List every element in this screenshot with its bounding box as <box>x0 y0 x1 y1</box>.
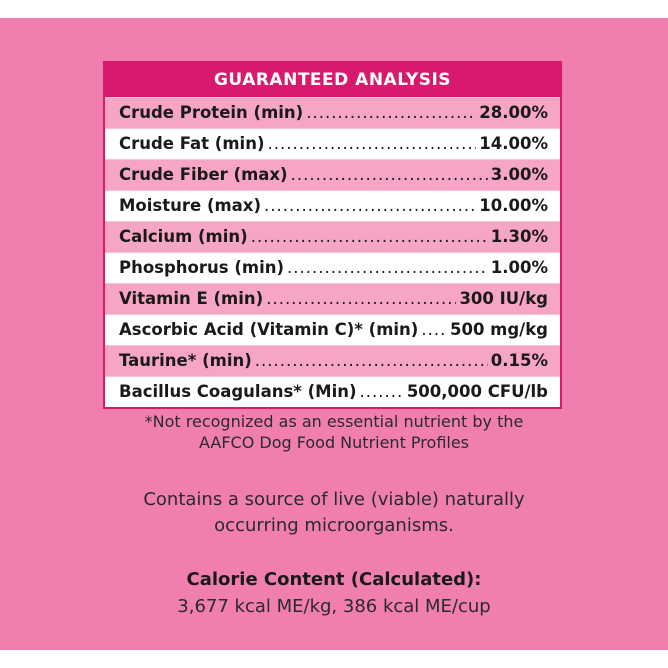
row-label: Vitamin E (min) <box>119 289 264 308</box>
table-row <box>105 128 560 159</box>
row-value: 14.00% <box>479 134 548 153</box>
table-row <box>105 314 560 345</box>
leader-dots <box>255 346 488 376</box>
leader-dots <box>306 98 476 128</box>
note-line: Contains a source of live (viable) naturally <box>143 489 525 510</box>
table-row <box>105 159 560 190</box>
note-line: occurring microorganisms. <box>214 515 454 536</box>
calorie-content-title: Calorie Content (Calculated): <box>186 569 482 590</box>
row-value: 500,000 CFU/lb <box>406 382 548 401</box>
row-label: Calcium (min) <box>119 227 248 246</box>
table-header: GUARANTEED ANALYSIS <box>105 63 560 97</box>
row-value: 300 IU/kg <box>459 289 548 308</box>
row-label: Bacillus Coagulans* (Min) <box>119 382 357 401</box>
table-row <box>105 252 560 283</box>
row-value: 3.00% <box>490 165 548 184</box>
footnote-line: *Not recognized as an essential nutrient by the <box>144 412 524 431</box>
guaranteed-analysis-table <box>103 61 562 409</box>
background-panel <box>0 18 668 650</box>
row-label: Crude Protein (min) <box>119 103 304 122</box>
row-label: Moisture (max) <box>119 196 261 215</box>
table-row <box>105 190 560 221</box>
leader-dots <box>264 191 476 221</box>
row-label: Taurine* (min) <box>119 351 252 370</box>
table-row <box>105 221 560 252</box>
leader-dots <box>251 222 488 252</box>
leader-dots <box>360 377 404 407</box>
leader-dots <box>268 129 477 159</box>
table-row <box>105 283 560 314</box>
row-label: Phosphorus (min) <box>119 258 285 277</box>
row-label: Crude Fiber (max) <box>119 165 288 184</box>
leader-dots <box>291 160 488 190</box>
leader-dots <box>421 315 447 345</box>
calorie-content-value: 3,677 kcal ME/kg, 386 kcal ME/cup <box>177 596 491 617</box>
table-row <box>105 376 560 407</box>
row-value: 0.15% <box>490 351 548 370</box>
row-value: 1.00% <box>490 258 548 277</box>
row-value: 28.00% <box>479 103 548 122</box>
row-value: 1.30% <box>490 227 548 246</box>
leader-dots <box>287 253 488 283</box>
live-microorganisms-note <box>0 487 668 539</box>
row-label: Crude Fat (min) <box>119 134 265 153</box>
row-value: 10.00% <box>479 196 548 215</box>
table-row <box>105 345 560 376</box>
table-row <box>105 97 560 128</box>
footnote <box>0 411 668 453</box>
footnote-line: AAFCO Dog Food Nutrient Profiles <box>198 433 470 452</box>
leader-dots <box>266 284 456 314</box>
row-value: 500 mg/kg <box>449 320 548 339</box>
row-label: Ascorbic Acid (Vitamin C)* (min) <box>119 320 419 339</box>
